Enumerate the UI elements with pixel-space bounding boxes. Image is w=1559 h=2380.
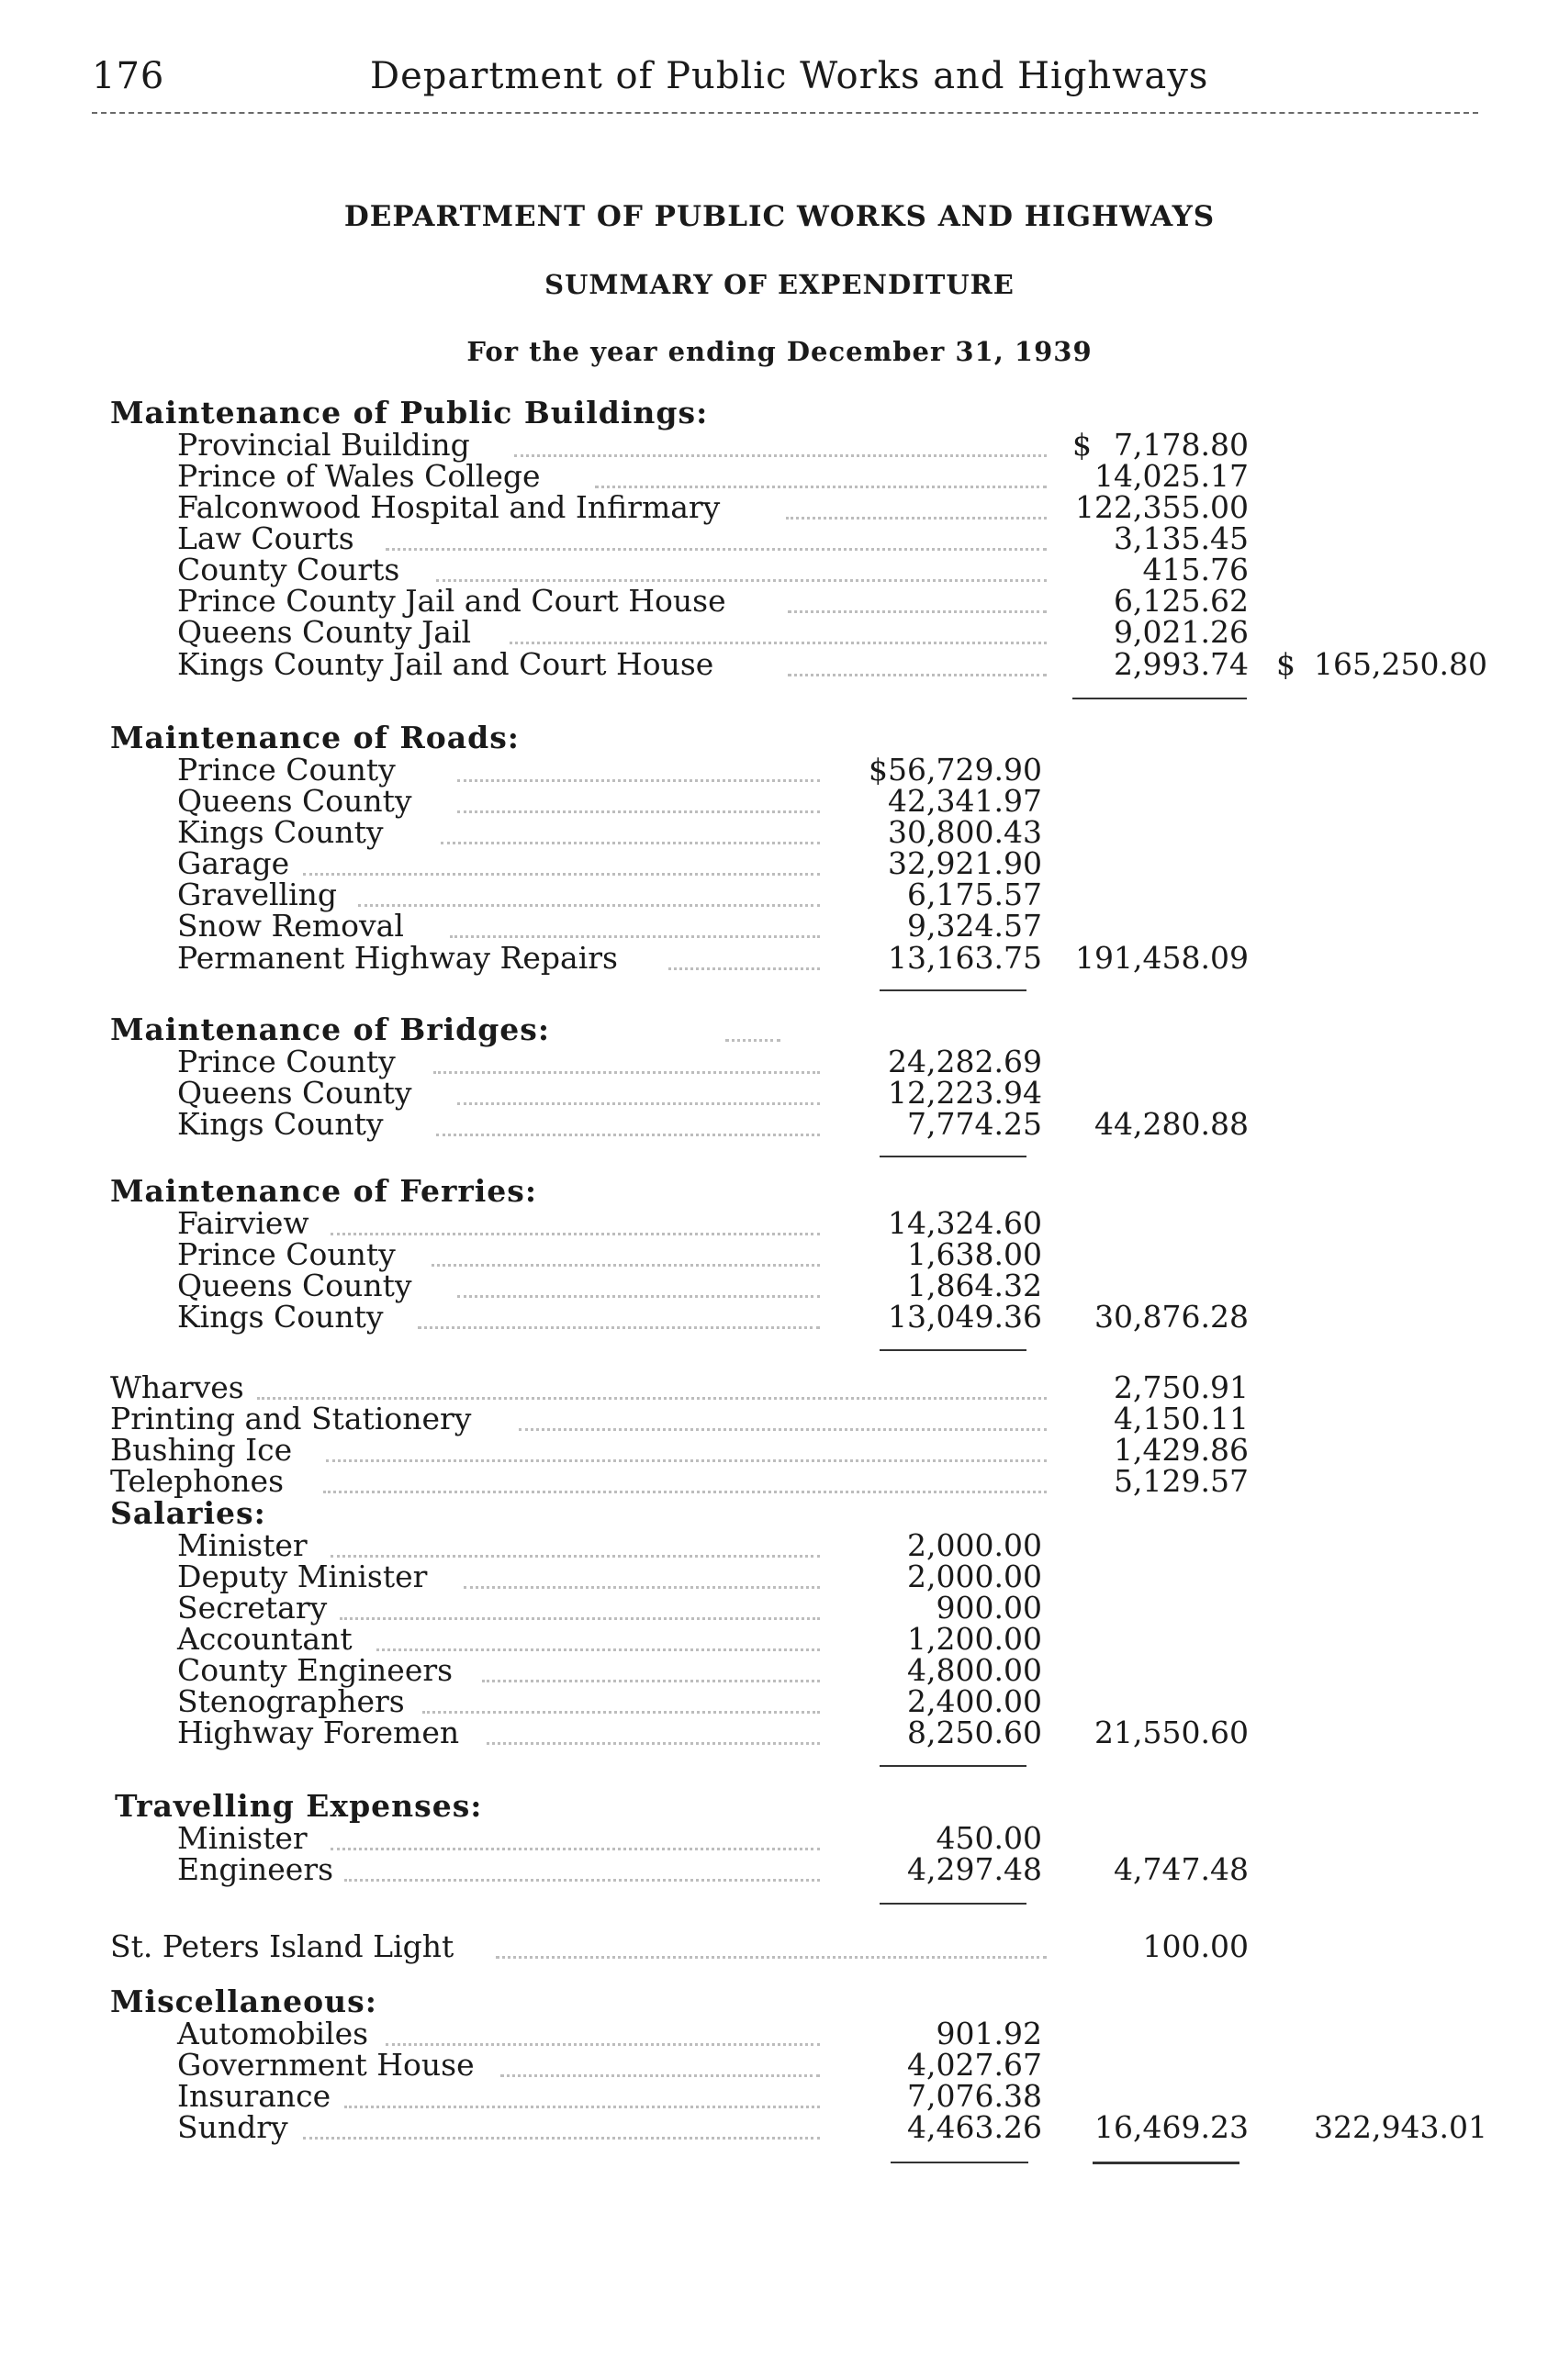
row-value: 2,993.74 — [1114, 646, 1249, 682]
dot-leader — [441, 842, 820, 844]
row-label: Queens County — [177, 783, 412, 819]
document-title: DEPARTMENT OF PUBLIC WORKS AND HIGHWAYS — [343, 200, 1216, 233]
row-value: 1,200.00 — [907, 1621, 1042, 1657]
section-heading-ferries: Maintenance of Ferries: — [110, 1173, 538, 1209]
dot-leader — [326, 1459, 1047, 1462]
table-row — [0, 1851, 1559, 1887]
section-total: 165,250.80 — [1314, 646, 1487, 682]
table-row — [0, 1621, 1559, 1657]
section-heading-public-buildings: Maintenance of Public Buildings: — [110, 395, 709, 430]
row-value: 24,282.69 — [888, 1044, 1042, 1079]
dot-leader — [725, 1039, 780, 1042]
subtotal-rule — [1072, 698, 1247, 699]
subtotal-rule — [880, 989, 1026, 991]
dot-leader — [323, 1491, 1047, 1493]
table-row — [0, 1652, 1559, 1688]
table-row — [0, 879, 1559, 911]
dot-leader — [464, 1586, 820, 1589]
row-label: Insurance — [177, 2078, 331, 2114]
table-row — [0, 1369, 1559, 1405]
table-row — [0, 1717, 1559, 1749]
dot-leader — [433, 1071, 820, 1074]
dot-leader — [303, 2137, 820, 2140]
row-value: 12,223.94 — [888, 1075, 1042, 1111]
dollar-sign: $ — [1276, 646, 1295, 682]
row-value: 450.00 — [936, 1820, 1042, 1856]
dot-leader — [303, 873, 820, 876]
section-subtotal: 16,469.23 — [1094, 2109, 1249, 2145]
subtotal-rule — [880, 1156, 1026, 1157]
row-label: Prince County Jail and Court House — [177, 583, 726, 619]
row-value: 6,125.62 — [1114, 583, 1249, 619]
dot-leader — [422, 1711, 820, 1714]
table-row — [0, 2047, 1559, 2083]
dot-leader — [340, 1617, 820, 1620]
row-value: 6,175.57 — [907, 877, 1042, 912]
dot-leader — [358, 904, 820, 907]
dot-leader — [788, 674, 1047, 676]
row-label: Prince County — [177, 1236, 396, 1272]
row-label: Highway Foremen — [177, 1715, 460, 1750]
document-subtitle: SUMMARY OF EXPENDITURE — [544, 269, 1015, 300]
dot-leader — [457, 810, 820, 813]
dot-leader — [436, 579, 1047, 582]
table-row — [0, 1527, 1559, 1563]
row-value: 8,250.60 — [907, 1715, 1042, 1750]
row-label: Telephones — [110, 1463, 285, 1499]
table-row — [0, 583, 1559, 619]
dot-leader — [331, 1555, 820, 1558]
row-label: Permanent Highway Repairs — [177, 940, 618, 976]
table-row — [0, 2109, 1559, 2145]
row-label: Gravelling — [177, 877, 338, 912]
row-value: 7,774.25 — [907, 1106, 1042, 1142]
row-label: Snow Removal — [177, 908, 404, 944]
row-label: Queens County — [177, 1075, 412, 1111]
grand-total: 322,943.01 — [1314, 2109, 1487, 2145]
row-label: Prince County — [177, 1044, 396, 1079]
table-row — [0, 1299, 1559, 1335]
section-heading-salaries: Salaries: — [110, 1495, 266, 1531]
row-label: Law Courts — [177, 520, 354, 556]
row-value: 415.76 — [1142, 552, 1249, 587]
row-label: Queens County — [177, 1268, 412, 1303]
row-value: 7,076.38 — [907, 2078, 1042, 2114]
row-value: 4,800.00 — [907, 1652, 1042, 1688]
row-label: Printing and Stationery — [110, 1401, 472, 1436]
row-value: 2,000.00 — [907, 1559, 1042, 1594]
section-heading-travelling: Travelling Expenses: — [115, 1788, 483, 1824]
row-label: Sundry — [177, 2109, 288, 2145]
dot-leader — [376, 1648, 820, 1651]
row-value: 9,324.57 — [907, 908, 1042, 944]
subtotal-rule — [880, 1903, 1026, 1905]
dot-leader — [457, 1102, 820, 1105]
table-row — [0, 1820, 1559, 1856]
row-value: 14,025.17 — [1094, 458, 1249, 494]
dot-leader — [496, 1956, 1047, 1959]
row-label: Accountant — [177, 1621, 353, 1657]
header-rule — [92, 112, 1478, 114]
total-rule — [1093, 2162, 1239, 2164]
section-subtotal: 30,876.28 — [1094, 1299, 1249, 1335]
row-label: Wharves — [110, 1369, 244, 1405]
row-value: 4,150.11 — [1114, 1401, 1249, 1436]
dot-leader — [595, 486, 1047, 488]
dot-leader — [786, 517, 1047, 520]
row-value: 900.00 — [936, 1590, 1042, 1626]
row-label: Prince County — [177, 752, 396, 788]
row-value: 5,129.57 — [1114, 1463, 1249, 1499]
row-value: 30,800.43 — [888, 814, 1042, 850]
table-row — [0, 427, 1559, 463]
row-value: 4,027.67 — [907, 2047, 1042, 2083]
subtotal-rule — [891, 2162, 1028, 2163]
row-value: 4,297.48 — [907, 1851, 1042, 1887]
dot-leader — [457, 1295, 820, 1298]
dot-leader — [487, 1742, 820, 1745]
dot-leader — [436, 1134, 820, 1136]
row-label: County Courts — [177, 552, 400, 587]
table-row — [0, 554, 1559, 586]
row-label: Bushing Ice — [110, 1432, 293, 1468]
row-value: 2,750.91 — [1114, 1369, 1249, 1405]
row-value: 42,341.97 — [888, 783, 1042, 819]
row-value: 1,864.32 — [907, 1268, 1042, 1303]
row-label: Kings County — [177, 814, 384, 850]
table-row — [0, 520, 1559, 556]
section-subtotal: 21,550.60 — [1094, 1715, 1249, 1750]
table-row — [0, 814, 1559, 850]
row-value: 1,638.00 — [907, 1236, 1042, 1272]
row-label: Kings County Jail and Court House — [177, 646, 714, 682]
row-value: 2,400.00 — [907, 1683, 1042, 1719]
table-row — [0, 2018, 1559, 2050]
row-label: Government House — [177, 2047, 475, 2083]
dot-leader — [788, 610, 1047, 613]
dollar-sign: $ — [1072, 427, 1092, 463]
row-value: 9,021.26 — [1114, 614, 1249, 650]
dot-leader — [514, 454, 1047, 457]
table-row — [0, 458, 1559, 494]
table-row — [0, 940, 1559, 976]
row-label: Provincial Building — [177, 427, 470, 463]
table-row — [0, 1075, 1559, 1111]
table-row — [0, 1683, 1559, 1719]
running-head-title: Department of Public Works and Highways — [370, 55, 1209, 97]
row-value: 13,163.75 — [888, 940, 1042, 976]
section-heading-bridges: Maintenance of Bridges: — [0, 1014, 1559, 1045]
section-subtotal: 191,458.09 — [1075, 940, 1249, 976]
dot-leader — [519, 1428, 1047, 1431]
dot-leader — [386, 2043, 820, 2046]
table-row — [0, 1270, 1559, 1302]
row-label: St. Peters Island Light — [110, 1928, 454, 1964]
dot-leader — [418, 1326, 820, 1329]
row-value: 122,355.00 — [1075, 489, 1249, 525]
row-value: $56,729.90 — [869, 752, 1042, 788]
row-value: 3,135.45 — [1114, 520, 1249, 556]
row-value: 4,463.26 — [907, 2109, 1042, 2145]
dot-leader — [457, 779, 820, 782]
dot-leader — [344, 2106, 820, 2108]
row-label: Kings County — [177, 1299, 384, 1335]
dot-leader — [331, 1848, 820, 1850]
table-row — [0, 1463, 1559, 1499]
table-row — [0, 2078, 1559, 2114]
row-value: 7,178.80 — [1114, 427, 1249, 463]
table-row — [0, 646, 1559, 682]
row-value: 100.00 — [1142, 1928, 1249, 1964]
row-label: Prince of Wales College — [177, 458, 541, 494]
row-value: 32,921.90 — [888, 845, 1042, 881]
row-label: Minister — [177, 1527, 308, 1563]
table-row — [0, 1592, 1559, 1624]
row-label: Automobiles — [177, 2016, 369, 2051]
running-head — [92, 55, 1478, 101]
table-row — [0, 845, 1559, 881]
dot-leader — [450, 935, 820, 938]
table-row — [0, 1106, 1559, 1142]
table-row — [0, 1432, 1559, 1468]
row-label: Garage — [177, 845, 290, 881]
row-value: 14,324.60 — [888, 1205, 1042, 1241]
table-row — [0, 754, 1559, 786]
dot-leader — [668, 967, 820, 970]
row-label: Queens County Jail — [177, 614, 472, 650]
table-row — [0, 1046, 1559, 1078]
row-label: County Engineers — [177, 1652, 454, 1688]
table-row — [0, 614, 1559, 650]
row-value: 901.92 — [936, 2016, 1042, 2051]
row-label: Kings County — [177, 1106, 384, 1142]
table-row — [0, 1561, 1559, 1592]
dot-leader — [344, 1879, 820, 1882]
subtotal-rule — [880, 1349, 1026, 1351]
section-heading-miscellaneous: Miscellaneous: — [110, 1983, 377, 2019]
section-subtotal: 44,280.88 — [1094, 1106, 1249, 1142]
dot-leader — [331, 1233, 820, 1235]
dot-leader — [257, 1397, 1047, 1400]
row-label: Falconwood Hospital and Infirmary — [177, 489, 721, 525]
period-line: For the year ending December 31, 1939 — [466, 336, 1093, 367]
row-label: Stenographers — [177, 1683, 405, 1719]
dot-leader — [432, 1264, 820, 1267]
dot-leader — [482, 1680, 820, 1682]
row-value: 13,049.36 — [888, 1299, 1042, 1335]
table-row — [0, 1403, 1559, 1435]
table-row — [0, 783, 1559, 819]
dot-leader — [510, 642, 1047, 644]
section-subtotal: 4,747.48 — [1114, 1851, 1249, 1887]
table-row — [0, 908, 1559, 944]
table-row — [0, 1236, 1559, 1272]
dot-leader — [386, 548, 1047, 551]
table-row — [0, 489, 1559, 525]
section-heading-roads: Maintenance of Roads: — [110, 720, 520, 755]
row-label: Minister — [177, 1820, 308, 1856]
row-value: 1,429.86 — [1114, 1432, 1249, 1468]
row-value: 2,000.00 — [907, 1527, 1042, 1563]
page-number: 176 — [92, 55, 165, 97]
row-label: Engineers — [177, 1851, 334, 1887]
row-label: Fairview — [177, 1205, 309, 1241]
table-row — [0, 1928, 1559, 1964]
subtotal-rule — [880, 1765, 1026, 1767]
row-label: Secretary — [177, 1590, 328, 1626]
table-row — [0, 1205, 1559, 1241]
dot-leader — [500, 2074, 820, 2077]
row-label: Deputy Minister — [177, 1559, 428, 1594]
